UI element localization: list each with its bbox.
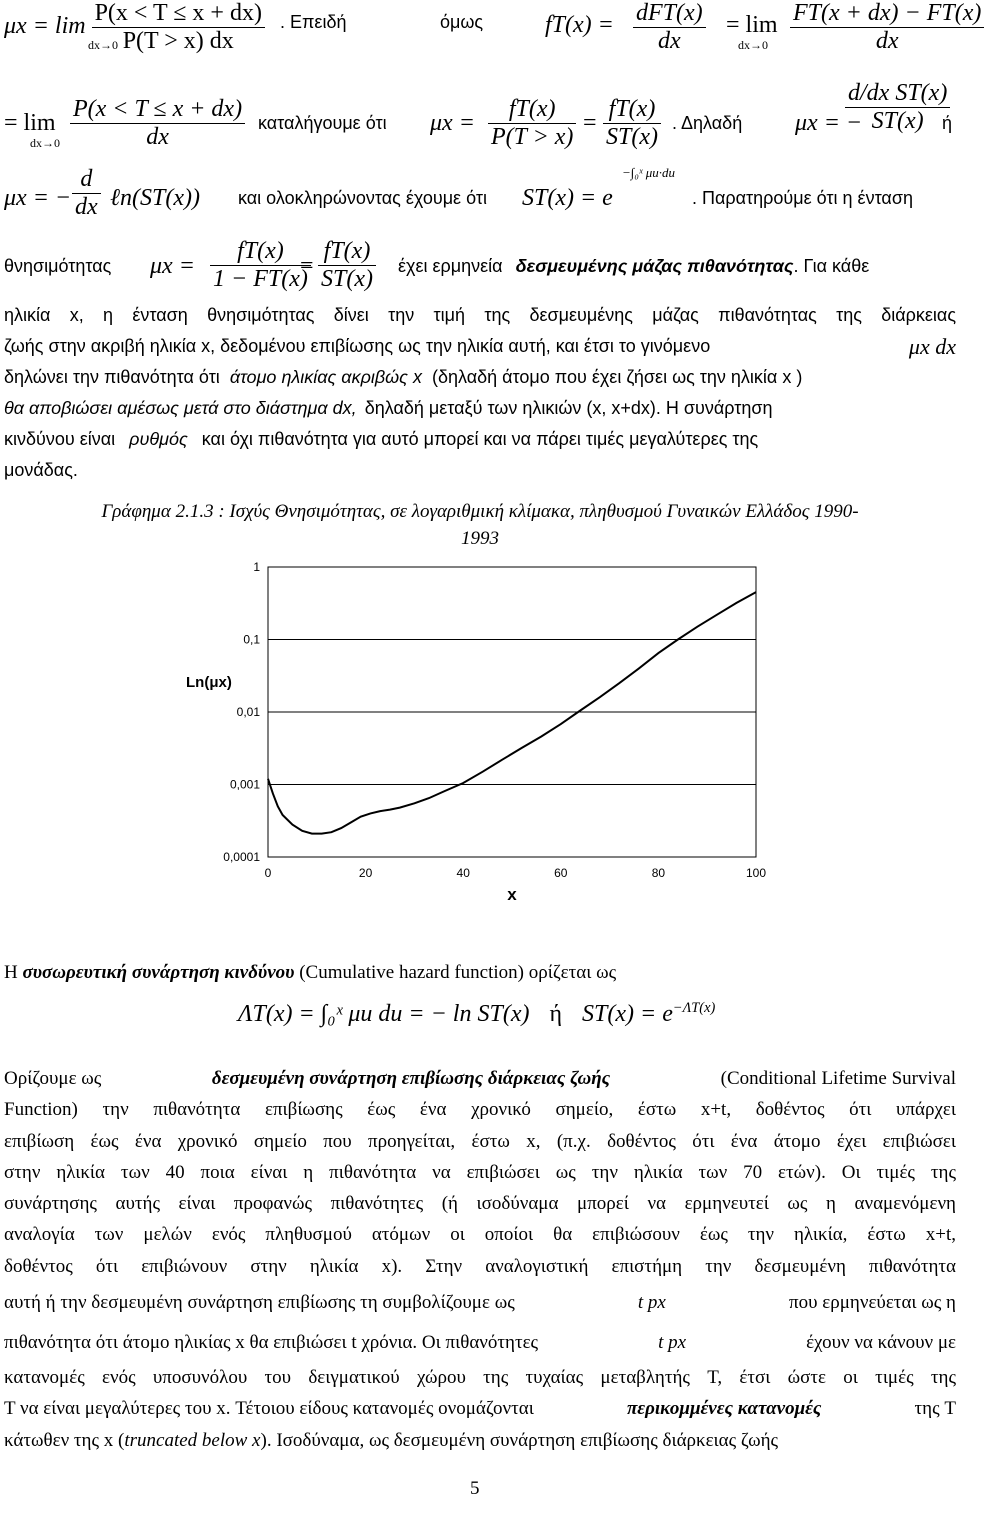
para3-l12a: κάτωθεν της x ( (4, 1429, 125, 1451)
eq-row2-f2 (603, 96, 661, 151)
para3-line11 (4, 1393, 956, 1424)
eq-lim-2: = lim (726, 12, 778, 38)
eq-frac-2-num: dFT(x) (633, 0, 706, 28)
para3-line4: στην ηλικία των 40 ποια είναι η πιθανότητα να επιβιώσει ως την ηλικία των 70 ετών). Οι τιμές της (4, 1161, 956, 1183)
lim-subscript-1: dx→0 (88, 38, 118, 52)
eq-mu-row3: μx = − (4, 185, 72, 211)
eq-row2-f1-den: P(T > x) (491, 124, 574, 150)
para1-line4-b: δηλαδή μεταξύ των ηλικιών (x, x+dx). Η συνάρτηση (364, 398, 773, 418)
eq-cumulative-hazard (238, 1000, 715, 1028)
para3-tpx: t px (637, 1292, 666, 1314)
para3-line9 (4, 1324, 956, 1362)
eq5-lhs: ΛT(x) = ∫₀ˣ μu du = − ln ST(x) (238, 1001, 530, 1027)
para1-line5 (4, 424, 956, 455)
figure-caption (4, 498, 956, 552)
eq-mu-row4: μx = (150, 253, 195, 279)
eq5-or: ή (549, 1001, 563, 1027)
series-line (268, 592, 756, 834)
para3-l1a: Ορίζουμε ως (4, 1068, 102, 1089)
text-gia-kathe: . Για κάθε (793, 256, 870, 276)
eq5-exp: −ΛT(x) (672, 1000, 716, 1016)
para1-line2-text: ζωής στην ακριβή ηλικία x, δεδομένου επιβίωσης ως την ηλικία αυτή, και έτσι το γινόμενο (4, 336, 711, 356)
para3-l9a: πιθανότητα ότι άτομο ηλικίας x θα επιβιώσει t χρόνια. Οι πιθανότητες (4, 1332, 539, 1354)
para1-line6: μονάδας. (4, 460, 78, 480)
x-tick-label: 80 (651, 866, 666, 880)
equals-sign: = (583, 110, 597, 136)
x-tick-label: 40 (456, 866, 470, 880)
y-tick-labels (223, 560, 260, 864)
paragraph-2 (4, 962, 616, 984)
para2-cumulative-hazard: συσωρευτική συνάρτηση κινδύνου (22, 962, 295, 983)
para1-line4 (4, 393, 956, 424)
text-i: ή (942, 113, 953, 133)
eq-frac-3-den: dx (875, 28, 899, 54)
para3-line10: κατανομές ενός υποσυνόλου του δειγματικού χώρου της τυχαίας μεταβλητής T, έτσι ώστε οι τιμές της (4, 1367, 956, 1389)
eq-mu-row2b: μx = − (795, 110, 863, 136)
y-tick-label: 1 (253, 560, 260, 574)
x-tick-labels (265, 866, 767, 880)
para3-line1 (4, 1063, 956, 1094)
para2-c: (Cumulative hazard function) ορίζεται ως (299, 962, 617, 983)
para3-line12 (4, 1425, 956, 1456)
y-tick-label: 0,0001 (223, 850, 260, 864)
equals-sign-2: = (300, 253, 314, 279)
eq-row4-f1-num: fT(x) (210, 238, 311, 266)
paragraph-1 (4, 300, 956, 486)
para3-l11c: της T (914, 1398, 956, 1420)
eq-frac-3-num: FT(x + dx) − FT(x) (790, 0, 984, 28)
para3-line7: δοθέντος ότι επιβιώνουν στην ηλικία x). Στην αναλογιστική επιστήμη την δεσμευμένη πιθανότητα (4, 1255, 956, 1277)
eq-frac-2-den: dx (658, 28, 681, 54)
eq-row2-f1 (488, 96, 576, 151)
eq-row2-dfrac-den: ST(x) (871, 108, 924, 134)
para3-line8 (4, 1282, 956, 1324)
page-number: 5 (470, 1478, 480, 1499)
eq-row2-f2-num: fT(x) (603, 96, 661, 124)
eq-frac-2 (633, 0, 706, 55)
x-tick-label: 20 (358, 866, 373, 880)
eq-row4-f2 (318, 238, 376, 293)
lim-subscript-3: dx→0 (30, 136, 60, 150)
para1-line3 (4, 362, 956, 393)
x-axis-label: x (507, 885, 517, 904)
eq-s-eq: ST(x) = e (522, 185, 613, 211)
para1-line5-a: κινδύνου είναι (4, 429, 116, 449)
eq-row4-f2-num: fT(x) (318, 238, 376, 266)
eq5-rhs: ST(x) = e (582, 1001, 673, 1027)
eq-row2-dfrac (845, 66, 953, 135)
mortality-chart (0, 550, 960, 910)
para1-line5-b: ρυθμός (129, 429, 188, 449)
y-tick-label: 0,001 (229, 777, 260, 792)
eq-row2-dfrac-num: d/dx ST(x) (845, 66, 950, 108)
paragraph-3 (4, 1063, 956, 1456)
para3-line6: αναλογία των μελών ενός πληθυσμού ατόμων οι οποίοι θα επιβιώσουν έως την ηλικία, έστω x+t, (4, 1224, 956, 1246)
para1-line3-a: δηλώνει την πιθανότητα ότι (4, 367, 220, 387)
para3-line3: επιβίωση έως ένα χρονικό σημείο που προηγείται, έστω x, (π.χ. δοθέντος ότι ένα άτομο έχει επιβιώσει (4, 1130, 956, 1152)
para1-line2 (4, 331, 956, 362)
para2-a: Η (4, 962, 18, 983)
eq-row4-f1 (210, 238, 311, 293)
para3-l9c: έχουν να κάνουν με (806, 1332, 956, 1354)
eq-ln-expr: ℓn(ST(x)) (110, 185, 200, 211)
para3-l11a: T να είναι μεγαλύτερες του x. Τέτοιου είδους κατανομές ονομάζονται (4, 1398, 534, 1420)
eq-row3-d: d (72, 166, 101, 194)
text-ermineia-a: έχει ερμηνεία (398, 256, 503, 276)
para3-truncated: περικομμένες κατανομές (626, 1398, 822, 1420)
para1-line5-c: και όχι πιθανότητα για αυτό μπορεί και να πάρει τιμές μεγαλύτερες της (201, 429, 759, 449)
para1-line3-c: (δηλαδή άτομο που έχει ζήσει ως την ηλικία x ) (431, 367, 803, 387)
lim-subscript-2: dx→0 (738, 38, 768, 52)
para3-line5: συνάρτησης αυτής είναι προφανώς πιθανότητες (ή ισοδύναμα μπορεί να ερμηνευτεί ως η αναμενόμενη (4, 1193, 956, 1215)
eq-row4-f1-den: 1 − FT(x) (213, 266, 308, 292)
x-tick-label: 100 (745, 866, 767, 880)
para1-line3-b: άτομο ηλικίας ακριβώς x (229, 367, 422, 387)
eq-row4-f2-den: ST(x) (321, 266, 373, 292)
eq-frac-3 (790, 0, 984, 55)
y-axis-label: Ln(μx) (186, 674, 232, 691)
eq-lim-row2: = lim (4, 110, 56, 136)
text-desmevmenis: δεσμευμένης μάζας πιθανότητας (515, 256, 794, 276)
para3-truncated-below: truncated below x (124, 1429, 261, 1451)
para3-tpx-2: t px (658, 1332, 687, 1354)
eq-ft-eq: fT(x) = (545, 12, 614, 38)
y-tick-label: 0,1 (243, 632, 260, 647)
para1-line4-a: θα αποβιώσει αμέσως μετά στο διάστημα dx, (4, 398, 357, 418)
text-paratiroume: . Παρατηρούμε ότι η ένταση (692, 188, 913, 208)
eq-frac-1-den: P(T > x) dx (122, 28, 234, 54)
para3-l12c: ). Ισοδύναμα, ως δεσμευμένη συνάρτηση επιβίωσης διάρκειας ζωής (260, 1429, 779, 1451)
eq-row3-dx: dx (75, 194, 98, 220)
para1-line1: ηλικία x, η ένταση θνησιμότητας δίνει την τιμή της δεσμευμένης μάζας πιθανότητας της διάρκειας (4, 305, 956, 325)
eq-mu-lim: μx = lim (4, 13, 86, 40)
text-kataligoume: καταλήγουμε ότι (258, 113, 387, 133)
figure-caption-text2: 1993 (461, 528, 499, 549)
text-epeidi: . Επειδή (280, 12, 347, 32)
eq-row2-frac (70, 96, 245, 151)
figure-caption-text: Ισχύς Θνησιμότητας, σε λογαριθμική κλίμακα, πληθυσμού Γυναικών Ελλάδος 1990- (229, 501, 859, 522)
para3-l8a: αυτή ή την δεσμευμένη συνάρτηση επιβίωσης τη συμβολίζουμε ως (4, 1292, 515, 1314)
text-dilladi: . Δηλαδή (672, 113, 743, 133)
x-tick-label: 60 (554, 866, 568, 880)
mu-dx-product: μx dx (908, 334, 956, 359)
eq-row2-frac-den: dx (146, 124, 169, 150)
para3-line2: Function) την πιθανότητα επιβίωσης έως ένα χρονικό σημείο, έστω x+t, δοθέντος ότι υπάρχει (4, 1099, 956, 1121)
para3-conditional-survival: δεσμευμένη συνάρτηση επιβίωσης διάρκειας ζωής (211, 1068, 611, 1089)
eq-row1-part1 (4, 0, 265, 55)
eq-row2-f2-den: ST(x) (606, 124, 658, 150)
text-oloklirwnontas: και ολοκληρώνοντας έχουμε ότι (238, 188, 487, 208)
eq-row2-frac-num: P(x < T ≤ x + dx) (70, 96, 245, 124)
eq-mu-row2: μx = (430, 110, 475, 136)
para3-l8c: που ερμηνεύεται ως η (789, 1292, 956, 1314)
text-ermineia (398, 256, 869, 277)
figure-caption-label: Γράφημα 2.1.3 : (101, 501, 225, 522)
x-tick-label: 0 (264, 866, 272, 880)
text-omws: όμως (440, 12, 484, 32)
eq-exponent: −∫₀ˣ μu·du (622, 165, 676, 180)
eq-frac-1-num: P(x < T ≤ x + dx) (92, 0, 265, 28)
y-tick-label: 0,01 (236, 705, 260, 719)
grid-lines (268, 567, 756, 857)
text-thnisimotitas: θνησιμότητας (4, 256, 112, 276)
eq-row3-dfrac (72, 166, 101, 221)
para3-l1c: (Conditional Lifetime Survival (720, 1068, 956, 1089)
eq-row2-f1-num: fT(x) (488, 96, 576, 124)
